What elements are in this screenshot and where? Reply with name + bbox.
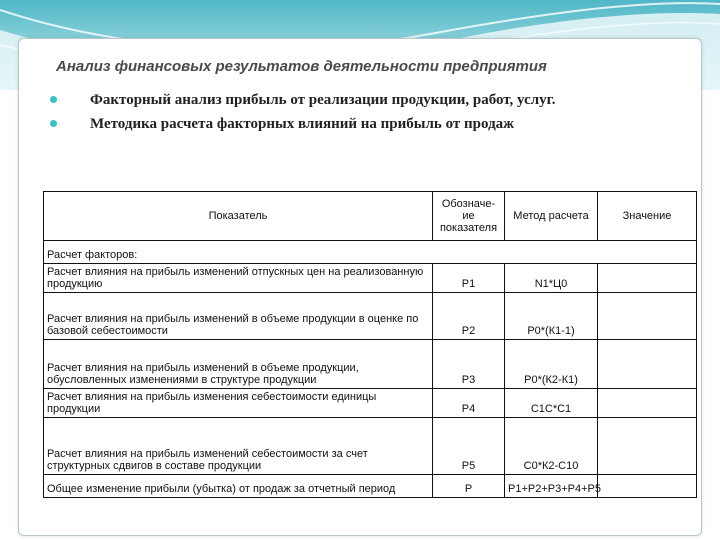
- cell-indicator: Расчет влияния на прибыль изменения себестоимости единицы продукции: [44, 389, 433, 418]
- bullet-dot-icon: [50, 120, 57, 127]
- header-indicator: Показатель: [44, 192, 433, 241]
- factor-table: [43, 191, 697, 498]
- bullet-item: [50, 114, 670, 134]
- header-method: Метод расчета: [505, 192, 598, 241]
- table-row: [44, 293, 697, 340]
- cell-value: [598, 418, 697, 475]
- cell-value: [598, 340, 697, 389]
- cell-value: [598, 264, 697, 293]
- cell-method: Р1+Р2+Р3+Р4+Р5: [505, 475, 598, 498]
- cell-method: Р0*(К1-1): [505, 293, 598, 340]
- cell-value: [598, 293, 697, 340]
- bullet-item: [50, 90, 670, 110]
- cell-method: N1*Ц0: [505, 264, 598, 293]
- table-section-row: [44, 241, 697, 264]
- table-row: [44, 389, 697, 418]
- section-label: Расчет факторов:: [44, 241, 697, 264]
- header-value: Значение: [598, 192, 697, 241]
- bullet-list: [50, 90, 670, 138]
- cell-indicator: Расчет влияния на прибыль изменений в объеме продукции в оценке по базовой себестоимости: [44, 293, 433, 340]
- cell-indicator: Расчет влияния на прибыль изменений себестоимости за счет структурных сдвигов в составе продукции: [44, 418, 433, 475]
- table-row: [44, 264, 697, 293]
- cell-designation: Р2: [433, 293, 505, 340]
- cell-indicator: Расчет влияния на прибыль изменений в объеме продукции, обусловленных изменениями в структуре продукции: [44, 340, 433, 389]
- header-designation: Обозначе-ие показателя: [433, 192, 505, 241]
- cell-method: С1С*С1: [505, 389, 598, 418]
- bullet-dot-icon: [50, 96, 57, 103]
- cell-method: Р0*(К2-К1): [505, 340, 598, 389]
- cell-method: С0*К2-С10: [505, 418, 598, 475]
- table-header-row: [44, 192, 697, 241]
- cell-value: [598, 389, 697, 418]
- cell-value: [598, 475, 697, 498]
- table-row: [44, 418, 697, 475]
- cell-indicator: Расчет влияния на прибыль изменений отпускных цен на реализованную продукцию: [44, 264, 433, 293]
- cell-designation: Р3: [433, 340, 505, 389]
- cell-designation: Р1: [433, 264, 505, 293]
- cell-designation: Р5: [433, 418, 505, 475]
- cell-designation: Р: [433, 475, 505, 498]
- cell-designation: Р4: [433, 389, 505, 418]
- slide-title: Анализ финансовых результатов деятельности предприятия: [56, 58, 547, 75]
- table-row: [44, 340, 697, 389]
- bullet-text: Факторный анализ прибыль от реализации продукции, работ, услуг.: [90, 92, 556, 108]
- bullet-text: Методика расчета факторных влияний на прибыль от продаж: [90, 116, 515, 132]
- table-row: [44, 475, 697, 498]
- cell-indicator: Общее изменение прибыли (убытка) от продаж за отчетный период: [44, 475, 433, 498]
